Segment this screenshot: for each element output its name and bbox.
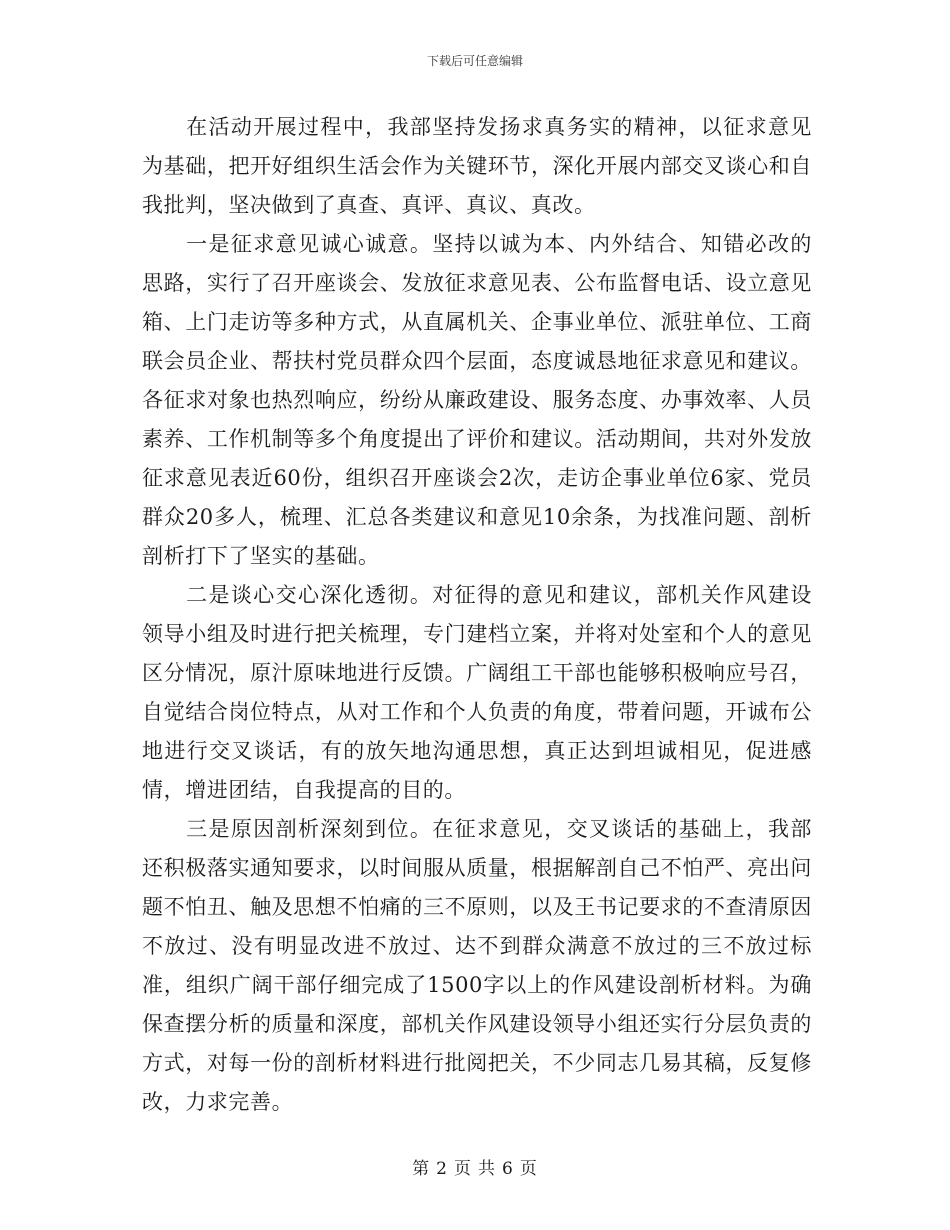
current-page-number: 2 bbox=[436, 1159, 448, 1179]
footer-prefix: 第 bbox=[412, 1159, 431, 1179]
footer-page-word: 页 bbox=[454, 1159, 472, 1179]
total-pages-number: 6 bbox=[502, 1159, 514, 1179]
page-header: 下载后可任意编辑 bbox=[426, 54, 523, 68]
paragraph-cause-analysis: 三是原因剖析深刻到位。在征求意见，交叉谈话的基础上，我部还积极落实通知要求，以时间服从质量，根据解剖自己不怕严、亮出问题不怕丑、触及思想不怕痛的三不原则，以及王书记要求的不查清原因不放过、没有明显改进不放过、达不到群众满意不放过的三不放过标准，组织广阔干部仔细完成了1500字以上的作风建设剖析材料。为确保查摆分析的质量和深度，部机关作风建设领导小组还实行分层负责的方式，对每一份的剖析材料进行批阅把关，不少同志几易其稿，反复修改，力求完善。 bbox=[142, 817, 812, 1114]
document-body bbox=[142, 108, 812, 1122]
paragraph-soliciting-opinions: 一是征求意见诚心诚意。坚持以诚为本、内外结合、知错必改的思路，实行了召开座谈会、发放征求意见表、公布监督电话、设立意见箱、上门走访等多种方式，从直属机关、企事业单位、派驻单位、工商联会员企业、帮扶村党员群众四个层面，态度诚恳地征求意见和建议。各征求对象也热烈响应，纷纷从廉政建设、服务态度、办事效率、人员素养、工作机制等多个角度提出了评价和建议。活动期间，共对外发放征求意见表近60份，组织召开座谈会2次，走访企事业单位6家、党员群众20多人，梳理、汇总各类建议和意见10余条，为找准问题、剖析剖析打下了坚实的基础。 bbox=[142, 232, 812, 568]
paragraph-intro: 在活动开展过程中，我部坚持发扬求真务实的精神，以征求意见为基础，把开好组织生活会作为关键环节，深化开展内部交叉谈心和自我批判，坚决做到了真查、真评、真议、真改。 bbox=[142, 115, 812, 217]
page-footer bbox=[0, 1154, 950, 1179]
footer-suffix: 页 bbox=[519, 1159, 538, 1179]
paragraph-heart-to-heart-talks: 二是谈心交心深化透彻。对征得的意见和建议，部机关作风建设领导小组及时进行把关梳理，专门建档立案，并将对处室和个人的意见区分情况，原汁原味地进行反馈。广阔组工干部也能够积极响应号召，自觉结合岗位特点，从对工作和个人负责的角度，带着问题，开诚布公地进行交叉谈话，有的放矢地沟通思想，真正达到坦诚相见，促进感情，增进团结，自我提高的目的。 bbox=[142, 583, 812, 802]
footer-total-word: 共 bbox=[478, 1159, 496, 1179]
